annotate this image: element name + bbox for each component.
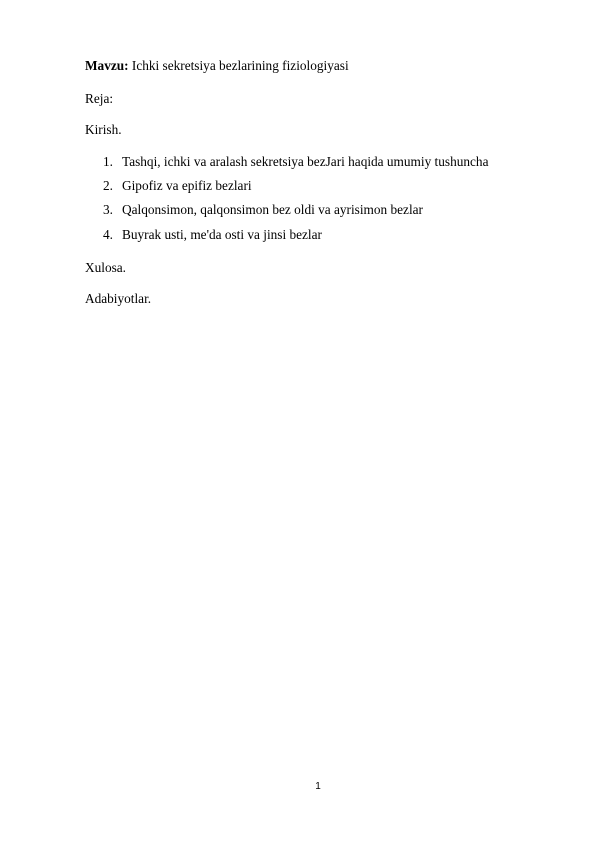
plan-heading: Reja: [85, 91, 114, 106]
plan-item-text: Qalqonsimon, qalqonsimon bez oldi va ayrisimon bezlar [122, 202, 423, 217]
plan-item-text: Buyrak usti, me'da osti va jinsi bezlar [122, 227, 322, 242]
topic-line [85, 58, 349, 74]
conclusion-heading: Xulosa. [85, 260, 126, 275]
page-number: 1 [315, 781, 321, 792]
plan-item-number: 3. [103, 202, 113, 217]
plan-item-number: 1. [103, 154, 113, 169]
plan-item-number: 2. [103, 178, 113, 193]
plan-item-text: Tashqi, ichki va aralash sekretsiya bezJari haqida umumiy tushuncha [122, 154, 489, 169]
plan-item-number: 4. [103, 227, 113, 242]
topic-label: Mavzu: [85, 58, 129, 73]
references-heading: Adabiyotlar. [85, 291, 152, 306]
intro-heading: Kirish. [85, 122, 122, 137]
plan-item-text: Gipofiz va epifiz bezlari [122, 178, 252, 193]
topic-title: Ichki sekretsiya bezlarining fiziologiyasi [131, 58, 349, 73]
